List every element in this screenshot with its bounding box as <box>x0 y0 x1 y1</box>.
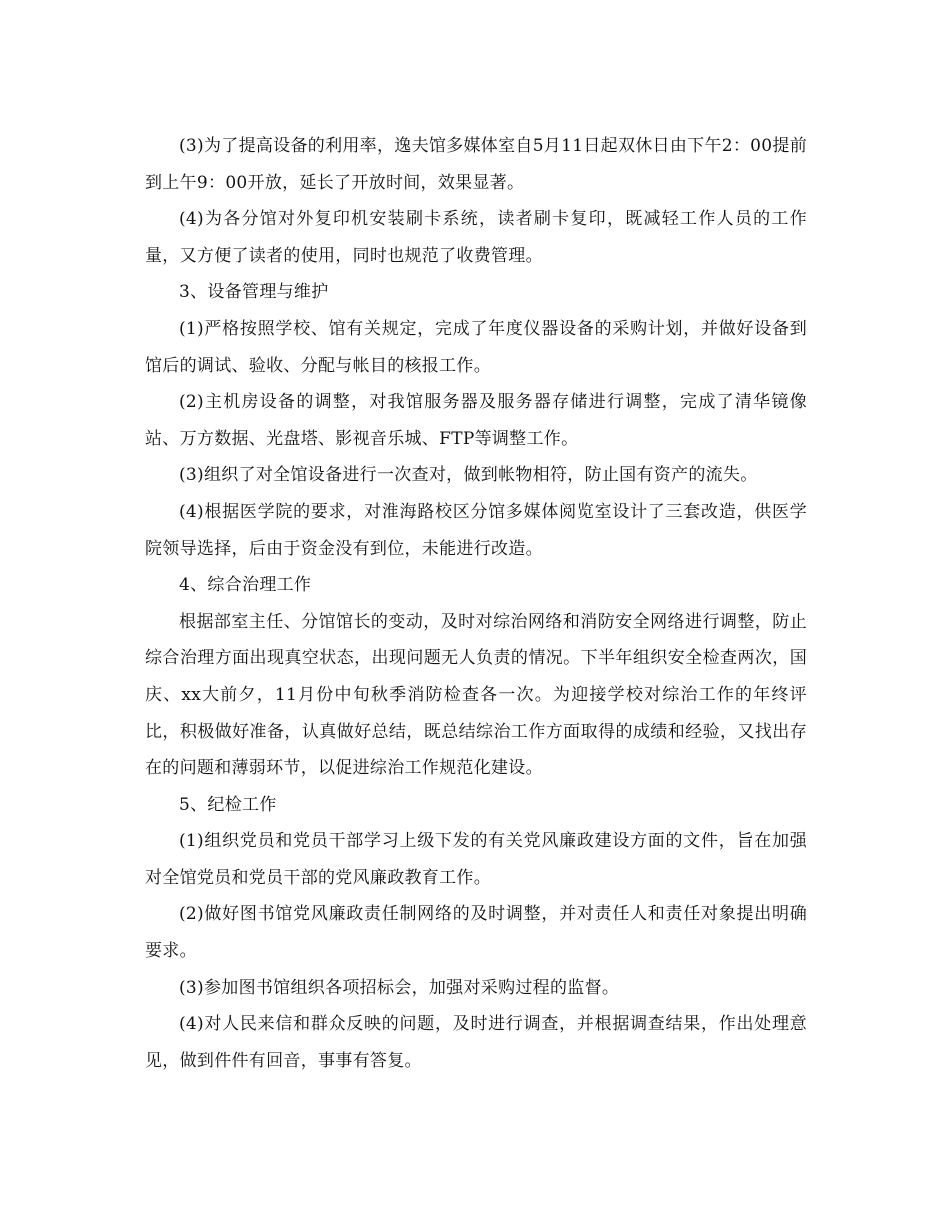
paragraph: 根据部室主任、分馆馆长的变动，及时对综治网络和消防安全网络进行调整，防止综合治理方面出现真空状态，出现问题无人负责的情况。下半年组织安全检查两次，国庆、xx大前夕，11月份中旬秋季消防检查各一次。为迎接学校对综治工作的年终评比，积极做好准备，认真做好总结，既总结综治工作方面取得的成绩和经验，又找出存在的问题和薄弱环节，以促进综治工作规范化建设。 <box>145 611 807 779</box>
paragraph: (2)主机房设备的调整，对我馆服务器及服务器存储进行调整，完成了清华镜像站、万方数据、光盘塔、影视音乐城、FTP等调整工作。 <box>145 392 807 449</box>
paragraph: (1)严格按照学校、馆有关规定，完成了年度仪器设备的采购计划，并做好设备到馆后的调试、验收、分配与帐目的核报工作。 <box>145 318 807 376</box>
section-heading: 4、综合治理工作 <box>179 575 312 596</box>
paragraph: (4)为各分馆对外复印机安装刷卡系统，读者刷卡复印，既减轻工作人员的工作量，又方便了读者的使用，同时也规范了收费管理。 <box>145 209 807 266</box>
paragraph: (1)组织党员和党员干部学习上级下发的有关党风廉政建设方面的文件，旨在加强对全馆党员和党员干部的党风廉政教育工作。 <box>145 831 807 888</box>
paragraph: (3)组织了对全馆设备进行一次查对，做到帐物相符，防止国有资产的流失。 <box>179 465 758 486</box>
paragraph: (3)为了提高设备的利用率，逸夫馆多媒体室自5月11日起双休日由下午2：00提前到上午9：00开放，延长了开放时间，效果显著。 <box>145 136 807 193</box>
paragraph: (3)参加图书馆组织各项招标会，加强对采购过程的监督。 <box>179 977 620 998</box>
paragraph: (2)做好图书馆党风廉政责任制网络的及时调整，并对责任人和责任对象提出明确要求。 <box>145 904 807 962</box>
section-heading: 5、纪检工作 <box>179 794 277 815</box>
document-body <box>145 128 807 1079</box>
paragraph: (4)对人民来信和群众反映的问题，及时进行调查，并根据调查结果，作出处理意见，做到件件有回音，事事有答复。 <box>145 1014 807 1071</box>
section-heading: 3、设备管理与维护 <box>179 282 329 303</box>
paragraph: (4)根据医学院的要求，对淮海路校区分馆多媒体阅览室设计了三套改造，供医学院领导选择，后由于资金没有到位，未能进行改造。 <box>145 501 807 559</box>
